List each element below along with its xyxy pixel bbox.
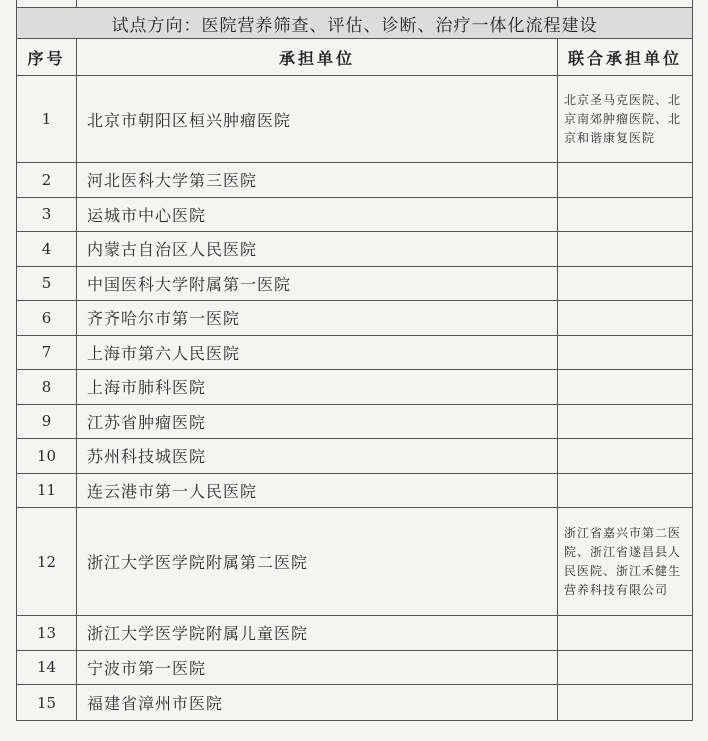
table-row [17,685,693,721]
row-co-unit [558,301,693,336]
row-unit: 江苏省肿瘤医院 [77,404,558,439]
table-row [17,232,693,267]
row-co-unit [558,197,693,232]
row-co-unit: 北京圣马克医院、北京南郊肿瘤医院、北京和谐康复医院 [558,76,693,163]
table-row [17,197,693,232]
row-unit: 内蒙古自治区人民医院 [77,232,558,267]
table-row [17,163,693,198]
table-row [17,370,693,405]
table-row [17,439,693,474]
row-index: 11 [17,473,77,508]
row-unit: 上海市第六人民医院 [77,335,558,370]
document-page [16,0,692,741]
previous-table-bottom-strip [17,0,693,8]
table-row [17,508,693,616]
table-row [17,76,693,163]
row-index: 13 [17,616,77,651]
table-row [17,404,693,439]
row-index: 6 [17,301,77,336]
row-co-unit [558,685,693,721]
row-index: 5 [17,266,77,301]
row-index: 1 [17,76,77,163]
table-row [17,266,693,301]
row-index: 2 [17,163,77,198]
row-index: 7 [17,335,77,370]
row-index: 14 [17,650,77,685]
row-co-unit [558,404,693,439]
table-body [17,76,693,721]
row-co-unit [558,473,693,508]
row-co-unit [558,650,693,685]
row-co-unit [558,163,693,198]
row-co-unit [558,232,693,267]
header-co-unit: 联合承担单位 [558,39,693,76]
header-unit: 承担单位 [77,39,558,76]
row-index: 4 [17,232,77,267]
row-index: 10 [17,439,77,474]
row-unit: 河北医科大学第三医院 [77,163,558,198]
table-row [17,335,693,370]
row-index: 9 [17,404,77,439]
row-unit: 上海市肺科医院 [77,370,558,405]
row-unit: 浙江大学医学院附属第二医院 [77,508,558,616]
table-row [17,473,693,508]
row-unit: 中国医科大学附属第一医院 [77,266,558,301]
row-unit: 福建省漳州市医院 [77,685,558,721]
row-co-unit [558,439,693,474]
row-index: 3 [17,197,77,232]
section-title-row [17,8,693,39]
row-unit: 北京市朝阳区桓兴肿瘤医院 [77,76,558,163]
table-row [17,616,693,651]
row-unit: 宁波市第一医院 [77,650,558,685]
row-unit: 运城市中心医院 [77,197,558,232]
row-co-unit [558,266,693,301]
table-row [17,301,693,336]
table-row [17,650,693,685]
row-unit: 齐齐哈尔市第一医院 [77,301,558,336]
row-unit: 连云港市第一人民医院 [77,473,558,508]
row-index: 8 [17,370,77,405]
row-co-unit [558,370,693,405]
row-unit: 苏州科技城医院 [77,439,558,474]
header-index: 序号 [17,39,77,76]
row-unit: 浙江大学医学院附属儿童医院 [77,616,558,651]
row-co-unit: 浙江省嘉兴市第二医院、浙江省遂昌县人民医院、浙江禾健生营养科技有限公司 [558,508,693,616]
row-co-unit [558,335,693,370]
row-index: 15 [17,685,77,721]
section-title: 试点方向：医院营养筛查、评估、诊断、治疗一体化流程建设 [17,8,693,39]
row-co-unit [558,616,693,651]
pilot-unit-table [16,0,693,721]
header-row [17,39,693,76]
row-index: 12 [17,508,77,616]
